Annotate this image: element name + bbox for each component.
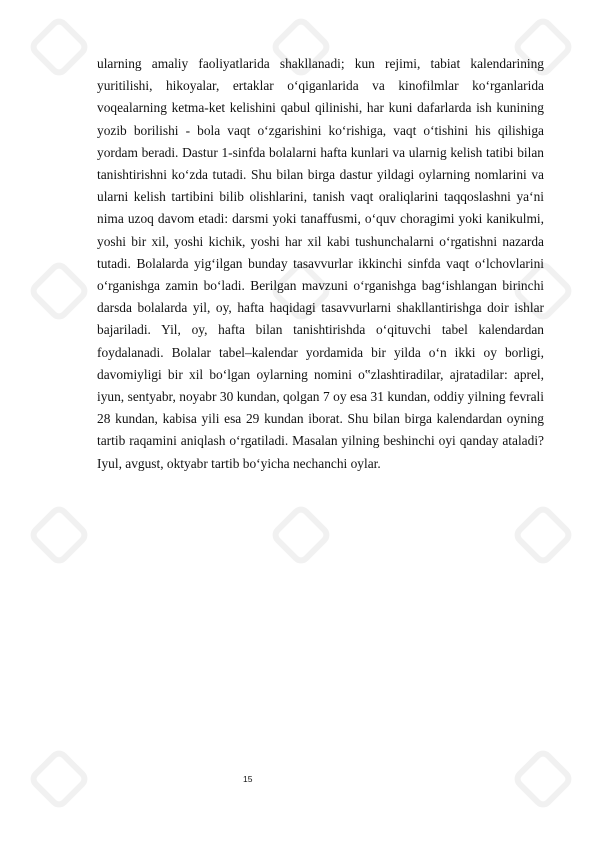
watermark-tile [26, 746, 91, 811]
watermark-tile [510, 746, 575, 811]
page-number: 15 [243, 774, 253, 784]
watermark-tile [26, 14, 91, 79]
watermark-tile [510, 502, 575, 567]
body-paragraph: ularning amaliy faoliyatlarida shakllanadi; kun rejimi, tabiat kalendarining yuritilishi, hikoyalar, ertaklar o‘qiganlarida va kinofilmlar ko‘rganlarida voqealarning ketma-ket kelishini qabul qilinishi, har kuni dafarlarda ish kunining yozib borilishi - bola vaqt o‘zgarishini ko‘rishiga, vaqt o‘tishini his qilishiga yordam beradi. Dastur 1-sinfda bolalarni hafta kunlari va ularnig kelish tatibi bilan tanishtirishni ko‘zda tutadi. Shu bilan birga dastur yildagi oylarning nomlarini va ularni kelish tartibini bilib olishlarini, tanish vaqt oraliqlarini taqqoslashni ya‘ni nima uzoq davom etadi: darsmi yoki tanaffusmi, o‘quv choragimi yoki kanikulmi, yoshi bir xil, yoshi kichik, yoshi har xil kabi tushunchalarni o‘rgatishni nazarda tutadi. Bolalarda yig‘ilgan bunday tasavvurlar ikkinchi sinfda vaqt o‘lchovlarini o‘rganishga zamin bo‘ladi. Berilgan mavzuni o‘rganishga bag‘ishlangan birinchi darsda bolalarda yil, oy, hafta haqidagi tasavvurlarni shakllantirishga doir ishlar bajariladi. Yil, oy, hafta bilan tanishtirishda o‘qituvchi tabel kalendardan foydalanadi. Bolalar tabel–kalendar yordamida bir yilda o‘n ikki oy borligi, davomiyligi bir xil bo‘lgan oylarning nomini o‟zlashtiradilar, ajratadilar: aprel, iyun, sentyabr, noyabr 30 kundan, qolgan 7 oy esa 31 kundan, oddiy yilning fevrali 28 kundan, kabisa yili esa 29 kundan iborat. Shu bilan birga kalendardan oyning tartib raqamini aniqlash o‘rgatiladi. Masalan yilning beshinchi oyi qanday ataladi? Iyul, avgust, oktyabr tartib bo‘yicha nechanchi oylar. [97, 56, 544, 471]
watermark-tile [268, 502, 333, 567]
watermark-tile [26, 502, 91, 567]
watermark-tile [26, 258, 91, 323]
